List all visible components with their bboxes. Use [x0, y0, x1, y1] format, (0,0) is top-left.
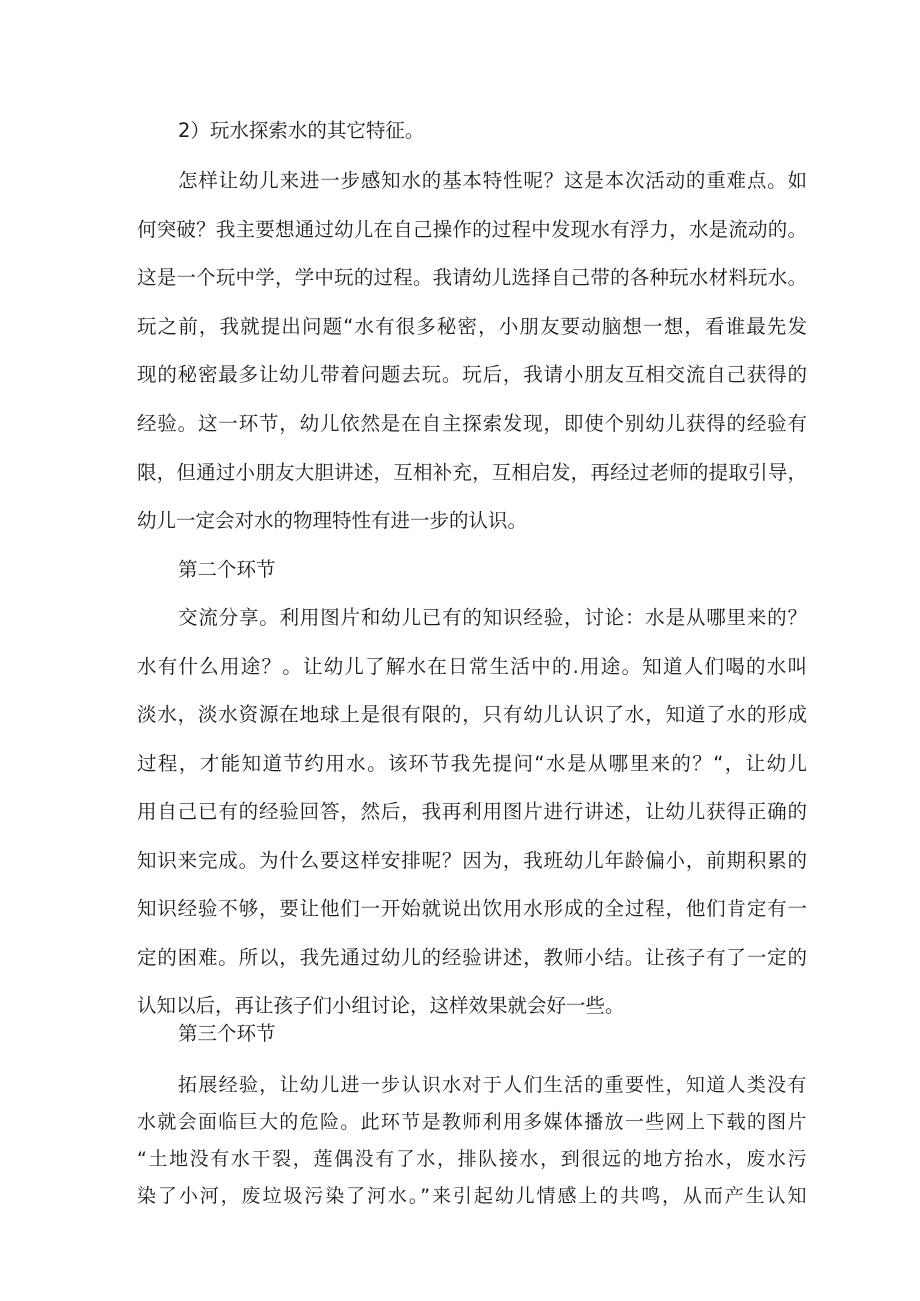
paragraph-line: 怎样让幼儿来进一步感知水的基本特性呢？这是本次活动的重难点。如	[178, 169, 807, 192]
paragraph-line: 认知以后，再让孩子们小组讨论，这样效果就会好一些。	[137, 994, 625, 1017]
paragraph-line: 拓展经验，让幼儿进一步认识水对于人们生活的重要性，知道人类没有	[178, 1074, 807, 1096]
section-title: 第二个环节	[178, 558, 276, 581]
play-heading: 2）玩水探索水的其它特征。	[178, 119, 425, 142]
paragraph-line: 水就会面临巨大的危险。此环节是教师利用多媒体播放一些网上下载的图片	[137, 1111, 807, 1133]
paragraph-line: 定的困难。所以，我先通过幼儿的经验讲述，教师小结。让孩子有了一定的	[137, 946, 807, 969]
paragraph-line: 这是一个玩中学，学中玩的过程。我请幼儿选择自己带的各种玩水材料玩水。	[137, 266, 807, 289]
paragraph-line: 知识经验不够，要让他们一开始就说出饮用水形成的全过程，他们肯定有一	[137, 897, 807, 920]
paragraph-line: “土地没有水干裂，莲偶没有了水，排队接水，到很远的地方抬水，废水污	[137, 1148, 807, 1170]
paragraph-line: 用自己已有的经验回答，然后，我再利用图片进行讲述，让幼儿获得正确的	[137, 800, 807, 823]
paragraph-line: 幼儿一定会对水的物理特性有进一步的认识。	[137, 509, 528, 532]
paragraph-line: 淡水，淡水资源在地球上是很有限的，只有幼儿认识了水，知道了水的形成	[137, 703, 807, 726]
paragraph-line: 玩之前，我就提出问题“水有很多秘密，小朋友要动脑想一想，看谁最先发	[137, 315, 807, 338]
paragraph-line: 何突破？我主要想通过幼儿在自己操作的过程中发现水有浮力，水是流动的。	[137, 218, 807, 241]
section-title: 第三个环节	[178, 1022, 276, 1045]
paragraph-line: 知识来完成。为什么要这样安排呢？因为，我班幼儿年龄偏小，前期积累的	[137, 849, 807, 872]
paragraph-line: 交流分享。利用图片和幼儿已有的知识经验，讨论：水是从哪里来的？	[178, 606, 807, 629]
paragraph-line: 限，但通过小朋友大胆讲述，互相补充，互相启发，再经过老师的提取引导，	[137, 461, 807, 484]
paragraph-line: 染了小河，废垃圾污染了河水。”来引起幼儿情感上的共鸣，从而产生认知	[137, 1185, 807, 1207]
paragraph-line: 经验。这一环节，幼儿依然是在自主探索发现，即使个别幼儿获得的经验有	[137, 412, 807, 435]
paragraph-line: 过程，才能知道节约用水。该环节我先提问“水是从哪里来的？“，让幼儿	[137, 752, 807, 775]
paragraph-line: 现的秘密最多让幼儿带着问题去玩。玩后，我请小朋友互相交流自己获得的	[137, 363, 807, 386]
paragraph-line: 水有什么用途？。让幼儿了解水在日常生活中的.用途。知道人们喝的水叫	[137, 655, 807, 678]
